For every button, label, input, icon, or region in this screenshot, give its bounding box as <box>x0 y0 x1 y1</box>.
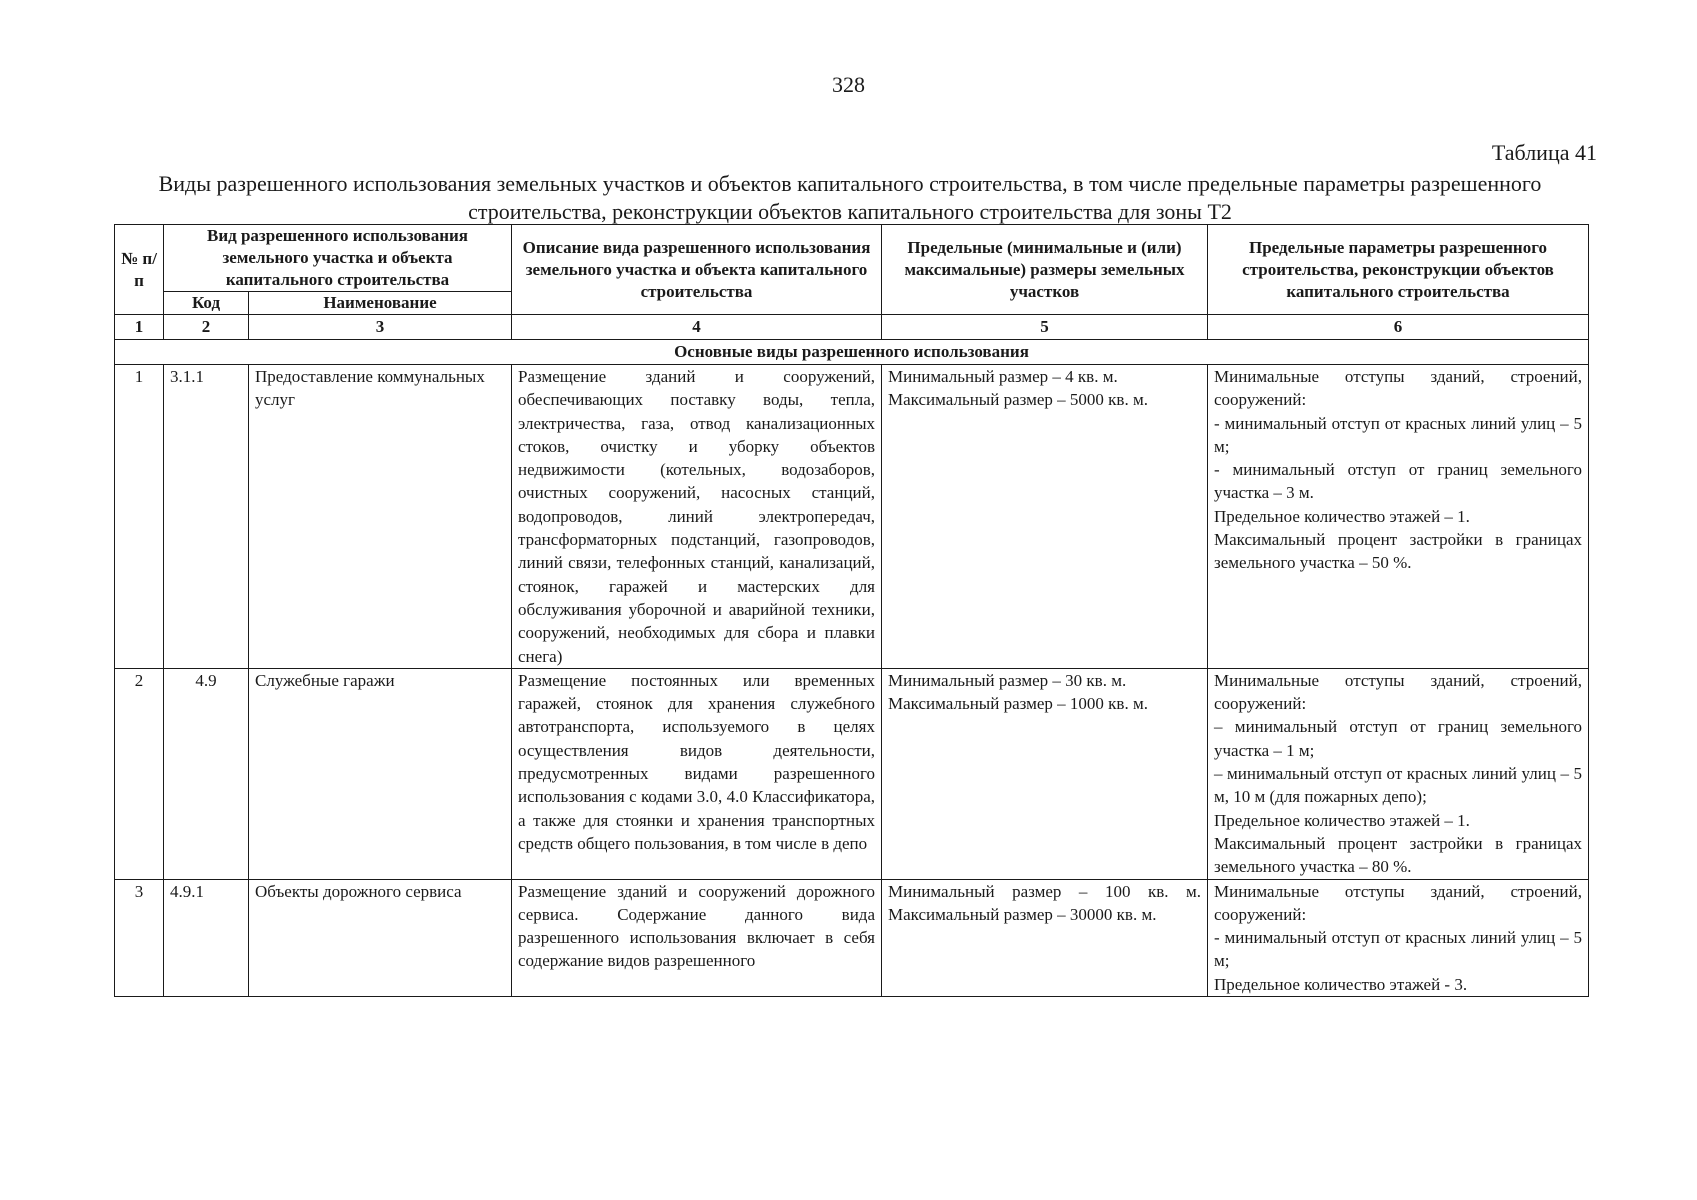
column-number: 5 <box>882 315 1208 340</box>
table-row <box>115 365 1589 669</box>
param-line: – минимальный отступ от красных линий улиц – 5 м, 10 м (для пожарных депо); <box>1214 764 1582 807</box>
row-params <box>1208 879 1589 996</box>
row-name: Предоставление коммунальных услуг <box>249 365 512 669</box>
table-row <box>115 879 1589 996</box>
header-name: Наименование <box>249 292 512 315</box>
header-num: № п/п <box>115 225 164 315</box>
column-number: 4 <box>512 315 882 340</box>
column-number: 1 <box>115 315 164 340</box>
header-code: Код <box>164 292 249 315</box>
header-vid: Вид разрешенного использования земельного участка и объекта капитального строительства <box>164 225 512 292</box>
param-line: - минимальный отступ от границ земельного участка – 3 м. <box>1214 460 1582 503</box>
row-description-text: Размещение зданий и сооружений дорожного сервиса. Содержание данного вида разрешенного использования включает в себя содержание видов разрешенного <box>518 881 875 971</box>
row-name: Объекты дорожного сервиса <box>249 879 512 996</box>
param-line: - минимальный отступ от красных линий улиц – 5 м; <box>1214 928 1582 971</box>
permitted-use-table <box>114 224 1589 997</box>
table-row <box>115 668 1589 879</box>
row-params <box>1208 668 1589 879</box>
row-description: Размещение постоянных или временных гаражей, стоянок для хранения служебного автотранспорта, используемого в целях осуществления видов деятельности, предусмотренных видами разрешенного использования с кодами 3.0, 4.0 Классификатора, а также для стоянки и хранения транспортных средств общего пользования, в том числе в депо <box>512 668 882 879</box>
column-number: 3 <box>249 315 512 340</box>
row-number: 2 <box>115 668 164 879</box>
param-line: Максимальный процент застройки в границах земельного участка – 50 %. <box>1214 530 1582 573</box>
row-description: Размещение зданий и сооружений, обеспечивающих поставку воды, тепла, электричества, газа, отвод канализационных стоков, очистку и уборку объектов недвижимости (котельных, водозаборов, очистных сооружений, насосных станций, водопроводов, линий электропередач, трансформаторных подстанций, газопроводов, линий связи, телефонных станций, канализаций, стоянок, гаражей и мастерских для обслуживания уборочной и аварийной техники, сооружений, необходимых для сбора и плавки снега) <box>512 365 882 669</box>
header-description: Описание вида разрешенного использования земельного участка и объекта капитального строительства <box>512 225 882 315</box>
row-number: 1 <box>115 365 164 669</box>
table-label: Таблица 41 <box>1491 140 1597 165</box>
param-line: Максимальный процент застройки в границах земельного участка – 80 %. <box>1214 833 1582 877</box>
column-number: 2 <box>164 315 249 340</box>
param-line: Предельное количество этажей – 1. <box>1214 810 1470 830</box>
column-number: 6 <box>1208 315 1589 340</box>
header-params: Предельные параметры разрешенного строительства, реконструкции объектов капитального строительства <box>1208 225 1589 315</box>
section-title: Основные виды разрешенного использования <box>115 340 1589 365</box>
table-title: Виды разрешенного использования земельных участков и объектов капитального строительства, в том числе предельные параметры разрешенного строительства, реконструкции объектов капитального строительства для зоны Т2 <box>158 171 1542 224</box>
row-name: Служебные гаражи <box>249 668 512 879</box>
row-sizes: Минимальный размер – 100 кв. м. Максимальный размер – 30000 кв. м. <box>882 879 1208 996</box>
param-line: Минимальные отступы зданий, строений, сооружений: <box>1214 367 1582 410</box>
column-number-row <box>115 315 1589 340</box>
row-params <box>1208 365 1589 669</box>
row-code: 3.1.1 <box>164 365 249 669</box>
page-number: 328 <box>832 72 865 97</box>
param-line: Минимальные отступы зданий, строений, сооружений: <box>1214 670 1582 714</box>
param-line: – минимальный отступ от границ земельного участка – 1 м; <box>1214 717 1582 760</box>
row-sizes: Минимальный размер – 30 кв. м. Максимальный размер – 1000 кв. м. <box>882 668 1208 879</box>
row-code: 4.9 <box>164 668 249 879</box>
section-row <box>115 340 1589 365</box>
row-number: 3 <box>115 879 164 996</box>
param-line: Предельное количество этажей – 1. <box>1214 506 1470 526</box>
param-line: Предельное количество этажей - 3. <box>1214 974 1468 994</box>
header-sizes: Предельные (минимальные и (или) максимальные) размеры земельных участков <box>882 225 1208 315</box>
table-header-row <box>115 225 1589 292</box>
row-sizes: Минимальный размер – 4 кв. м. Максимальный размер – 5000 кв. м. <box>882 365 1208 669</box>
row-description <box>512 879 882 996</box>
row-code: 4.9.1 <box>164 879 249 996</box>
param-line: - минимальный отступ от красных линий улиц – 5 м; <box>1214 413 1582 456</box>
param-line: Минимальные отступы зданий, строений, сооружений: <box>1214 881 1582 924</box>
